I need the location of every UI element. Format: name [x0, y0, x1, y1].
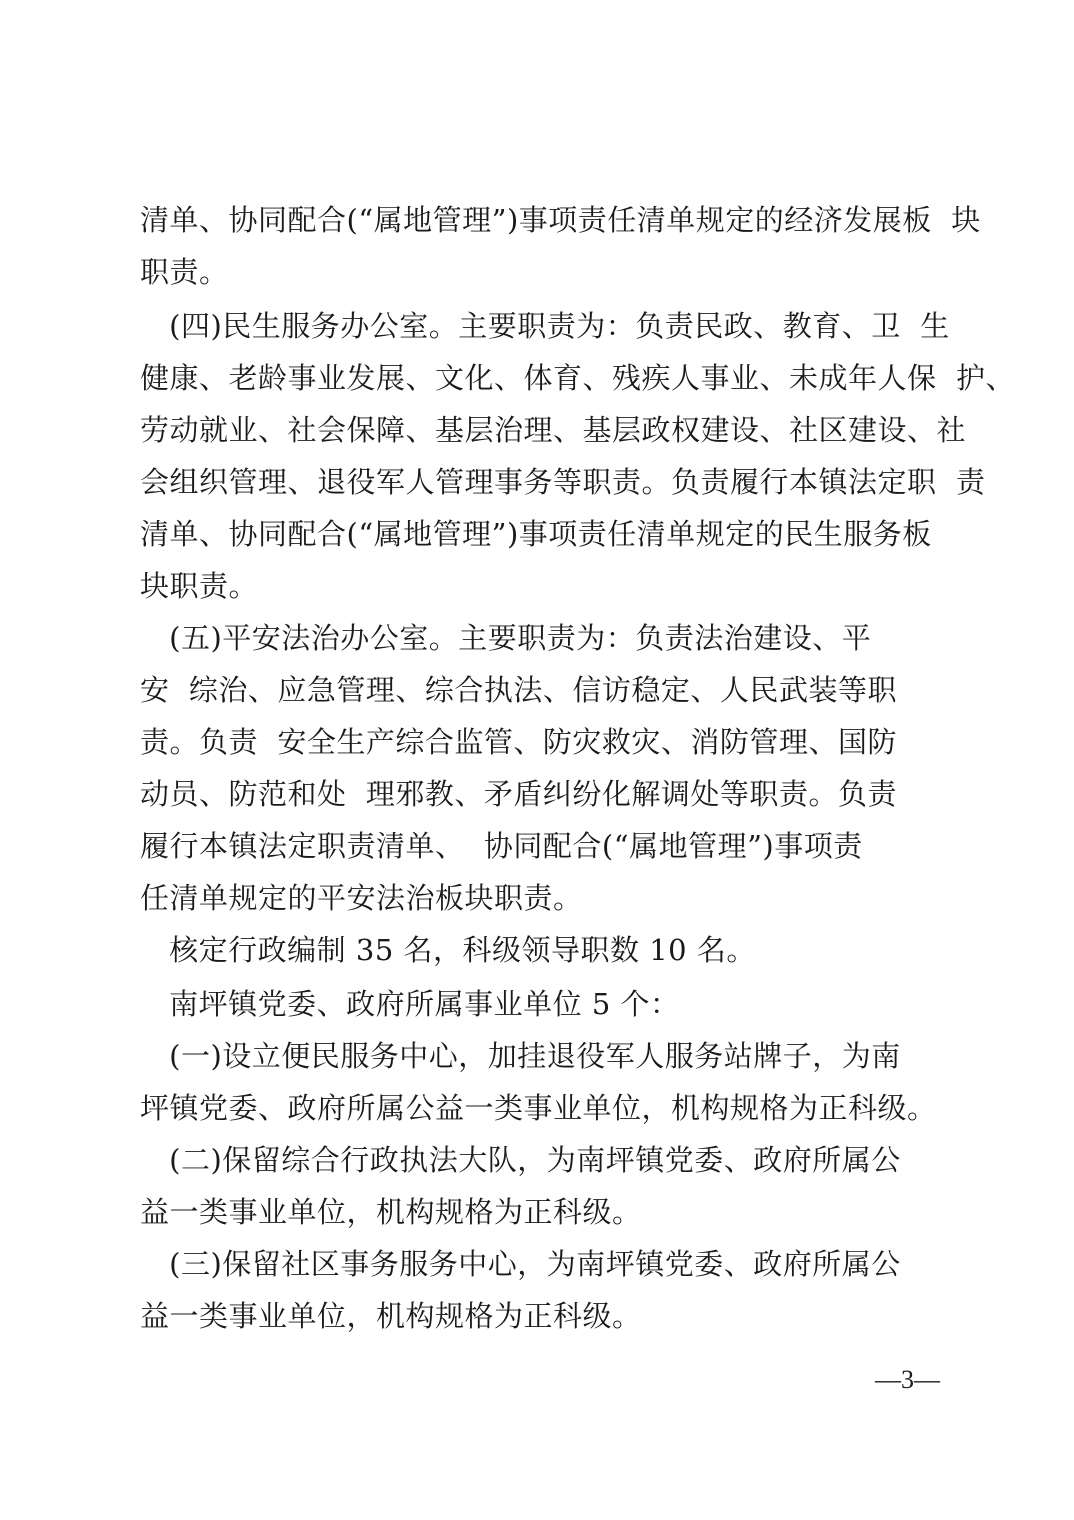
text-line: (三)保留社区事务服务中心，为南坪镇党委、政府所属公: [140, 1247, 901, 1281]
text-line: 职责。: [140, 255, 229, 289]
text-line: (二)保留综合行政执法大队，为南坪镇党委、政府所属公: [140, 1143, 901, 1177]
text-line: 动员、防范和处 理邪教、矛盾纠纷化解调处等职责。负责: [140, 777, 897, 811]
text-line: 安 综治、应急管理、综合执法、信访稳定、人民武装等职: [140, 673, 897, 707]
text-line: (一)设立便民服务中心，加挂退役军人服务站牌子，为南: [140, 1039, 901, 1073]
text-line: 履行本镇法定职责清单、 协同配合(“属地管理”)事项责: [140, 829, 863, 863]
text-line: (四)民生服务办公室。主要职责为：负责民政、教育、卫 生: [140, 309, 950, 343]
text-line: 劳动就业、社会保障、基层治理、基层政权建设、社区建设、社: [140, 413, 967, 447]
text-line: 健康、老龄事业发展、文化、体育、残疾人事业、未成年人保 护、: [140, 361, 1015, 395]
text-line: 会组织管理、退役军人管理事务等职责。负责履行本镇法定职 责: [140, 465, 986, 499]
text-line: (五)平安法治办公室。主要职责为：负责法治建设、平: [140, 621, 872, 655]
text-line: 任清单规定的平安法治板块职责。: [140, 881, 583, 915]
text-line: 清单、协同配合(“属地管理”)事项责任清单规定的经济发展板 块: [140, 203, 981, 237]
text-line: 清单、协同配合(“属地管理”)事项责任清单规定的民生服务板: [140, 517, 932, 551]
text-line: 块职责。: [140, 569, 259, 603]
text-line: 责。负责 安全生产综合监管、防灾救灾、消防管理、国防: [140, 725, 897, 759]
text-line: 坪镇党委、政府所属公益一类事业单位，机构规格为正科级。: [140, 1091, 937, 1125]
text-line: 益一类事业单位，机构规格为正科级。: [140, 1299, 642, 1333]
page-number: —3—: [875, 1365, 940, 1394]
text-line: 南坪镇党委、政府所属事业单位 5 个：: [140, 987, 680, 1021]
text-line: 核定行政编制 35 名，科级领导职数 10 名。: [140, 933, 756, 967]
text-line: 益一类事业单位，机构规格为正科级。: [140, 1195, 642, 1229]
